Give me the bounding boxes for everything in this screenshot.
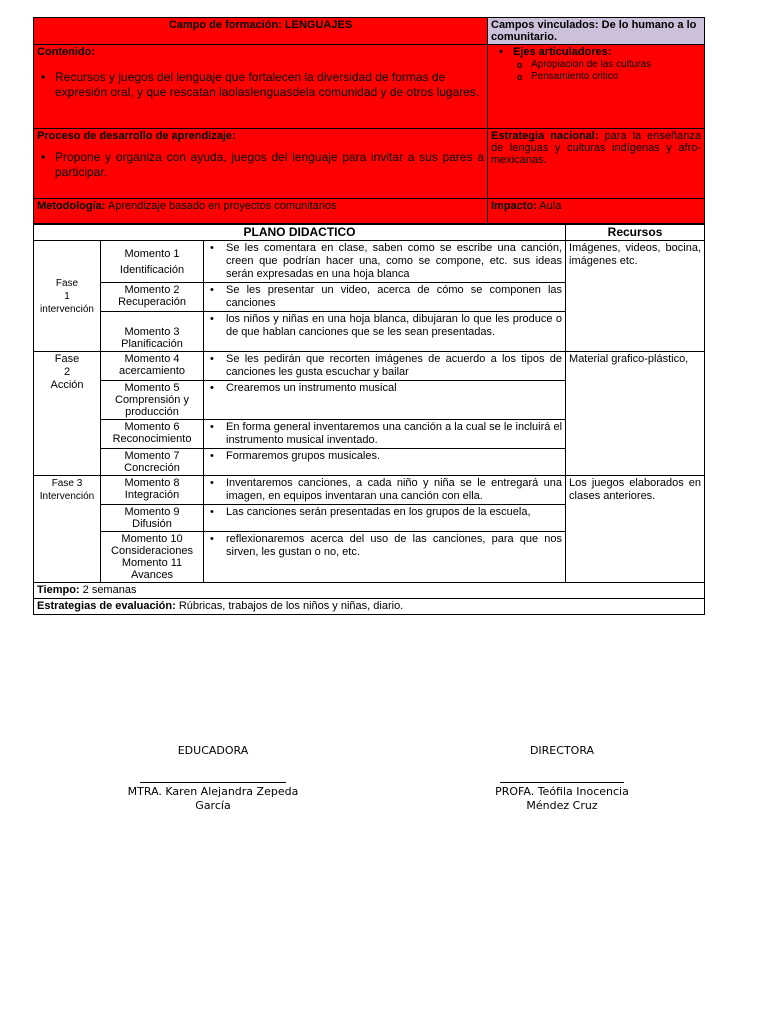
momento-9: Momento 9 Difusión <box>101 505 204 532</box>
estrategia-text: para la enseñanza de lenguas y culturas indígenas y afro-mexicanas. <box>491 130 701 166</box>
directora-role: DIRECTORA <box>529 744 595 757</box>
recursos-fase-1: Imágenes, videos, bocina, imágenes etc. <box>566 241 705 352</box>
evaluacion-row <box>34 599 705 615</box>
signature-line <box>140 782 286 783</box>
momento-2: Momento 2 Recuperación <box>101 283 204 312</box>
tiempo-row <box>34 583 705 599</box>
planning-document <box>33 17 704 615</box>
header-table <box>33 17 705 224</box>
directora-signature <box>462 744 662 813</box>
metodologia-text: Aprendizaje basado en proyectos comunitarios <box>107 200 337 212</box>
plan-title: PLANO DIDACTICO <box>34 225 566 241</box>
tiempo-text: 2 semanas <box>82 584 137 596</box>
educadora-role: EDUCADORA <box>177 744 249 757</box>
momento-8: Momento 8 Integración <box>101 476 204 505</box>
evaluacion-label: Estrategias de evaluación: <box>37 600 176 612</box>
evaluacion-text: Rúbricas, trabajos de los niños y niñas, diario. <box>178 600 404 612</box>
signature-line <box>500 782 624 783</box>
activity-3: • los niños y niñas en una hoja blanca, dibujaran lo que les produce o de que hablan canciones que se les sean presentadas. <box>204 312 566 352</box>
recursos-header: Recursos <box>566 225 705 241</box>
proceso-cell <box>34 129 488 199</box>
eje-item: o Pensamiento critico <box>531 71 701 83</box>
plan-table <box>33 224 705 615</box>
metodologia-label: Metodología: <box>37 200 106 212</box>
activity-9: • Las canciones serán presentadas en los grupos de la escuela, <box>204 505 566 532</box>
activity-8: • Inventaremos canciones, a cada niño y niña se le entregará una imagen, en equipos inventaran una canción con ella. <box>204 476 566 505</box>
eje-item: o Apropiacion de las culturas <box>531 59 701 71</box>
metodologia-cell <box>34 199 488 224</box>
impacto-cell <box>488 199 705 224</box>
activity-4: • Se les pedirán que recorten imágenes de acuerdo a los tipos de canciones les gusta escuchar y bailar <box>204 352 566 381</box>
estrategia-cell <box>488 129 705 199</box>
activity-2: • Se les presentar un video, acerca de cómo se componen las canciones <box>204 283 566 312</box>
momento-10-11: Momento 10 Consideraciones Momento 11 Avances <box>101 532 204 583</box>
educadora-signature <box>113 744 313 813</box>
activity-6: • En forma general inventaremos una canción a la cual se le incluirá el instrumento musical inventado. <box>204 420 566 449</box>
directora-name: PROFA. Teófila Inocencia Méndez Cruz <box>495 785 629 812</box>
ejes-label: • Ejes articuladores: <box>513 46 701 59</box>
activity-7: • Formaremos grupos musicales. <box>204 449 566 476</box>
recursos-fase-2: Material grafico-plástico, <box>566 352 705 476</box>
activity-10: • reflexionaremos acerca del uso de las canciones, para que nos sirven, les gustan o no, etc. <box>204 532 566 583</box>
activity-1: • Se les comentara en clase, saben como se escribe una canción, creen que podrían hacer una, como se compone, etc. sus ideas serán expresadas en una hoja blanca <box>204 241 566 283</box>
campos-vinculados: Campos vinculados: De lo humano a lo comunitario. <box>488 18 705 45</box>
proceso-label: Proceso de desarrollo de aprendizaje: <box>37 130 236 142</box>
contenido-item: • Recursos y juegos del lenguaje que fortalecen la diversidad de formas de expresión oral, y que rescatan laolaslenguasdela comunidad y de otros lugares. <box>55 70 484 100</box>
estrategia-label: Estrategia nacional: <box>491 130 599 142</box>
momento-4: Momento 4 acercamiento <box>101 352 204 381</box>
momento-6: Momento 6 Reconocimiento <box>101 420 204 449</box>
fase-3: Fase 3 Intervención <box>34 476 101 583</box>
educadora-name: MTRA. Karen Alejandra Zepeda García <box>127 785 299 812</box>
momento-3: Momento 3 Planificación <box>101 312 204 352</box>
impacto-label: Impacto: <box>491 200 537 212</box>
tiempo-label: Tiempo: <box>37 584 80 596</box>
contenido-cell <box>34 45 488 129</box>
momento-1: Momento 1 Identificación <box>101 241 204 283</box>
fase-1: Fase 1 intervención <box>34 241 101 352</box>
momento-7: Momento 7 Concreción <box>101 449 204 476</box>
recursos-fase-3: Los juegos elaborados en clases anteriores. <box>566 476 705 583</box>
impacto-text: Aula <box>539 200 562 212</box>
contenido-label: Contenido: <box>37 46 96 58</box>
momento-5: Momento 5 Comprensión y producción <box>101 381 204 420</box>
activity-5: • Crearemos un instrumento musical <box>204 381 566 420</box>
proceso-item: • Propone y organiza con ayuda, juegos del lenguaje para invitar a sus pares a participar. <box>55 150 484 180</box>
fase-2: Fase 2 Acción <box>34 352 101 476</box>
campo-formacion: Campo de formación: LENGUAJES <box>34 18 488 45</box>
ejes-cell <box>488 45 705 129</box>
